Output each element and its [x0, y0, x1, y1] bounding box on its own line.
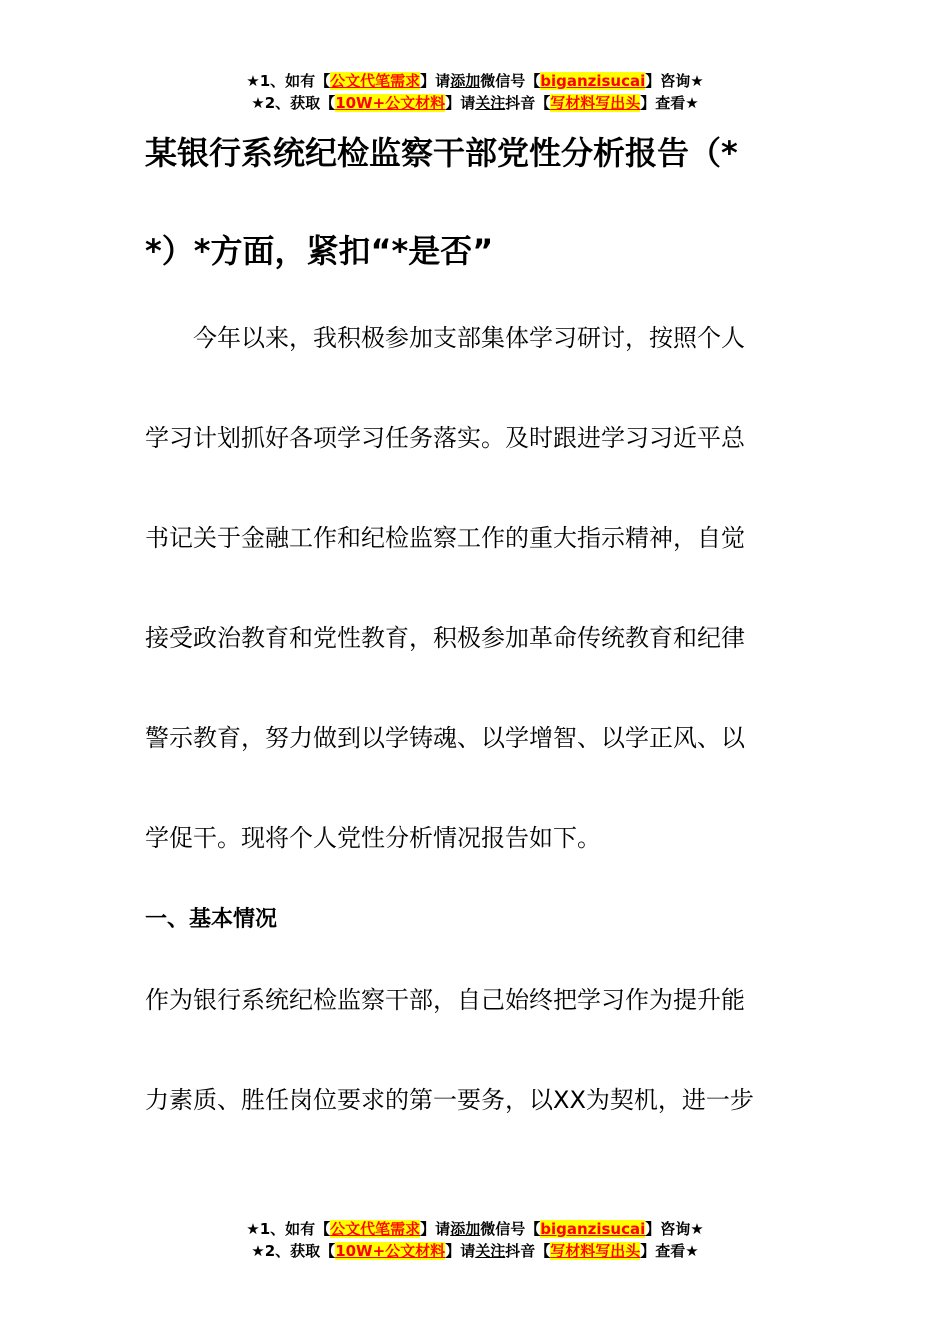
promo-text: 】请	[445, 94, 476, 112]
promo-text: ★1、如有【	[246, 72, 331, 90]
promo-underline: 添加	[450, 1220, 481, 1238]
promo-line-1	[0, 1218, 950, 1240]
promo-text: 抖音【	[505, 1242, 551, 1260]
promo-text: ★2、获取【	[251, 1242, 336, 1260]
promo-highlight: 公文代笔需求	[330, 72, 421, 90]
promo-highlight: 10W+公文材料	[335, 1242, 446, 1260]
promo-text: 】查看★	[640, 94, 699, 112]
promo-underline: 关注	[475, 94, 506, 112]
promo-underline: 添加	[450, 72, 481, 90]
promo-header-top	[0, 70, 950, 114]
promo-line-1	[0, 70, 950, 92]
section-heading-basic-info: 一、基本情况	[145, 907, 278, 932]
promo-text: ★2、获取【	[251, 94, 336, 112]
promo-highlight: 公文代笔需求	[330, 1220, 421, 1238]
document-title-line-1: 某银行系统纪检监察干部党性分析报告（*	[145, 134, 738, 172]
promo-text: 】咨询★	[645, 72, 704, 90]
promo-highlight: 写材料写出头	[550, 1242, 641, 1260]
promo-text: ★1、如有【	[246, 1220, 331, 1238]
promo-text: 】请	[420, 72, 451, 90]
promo-text: 微信号【	[480, 72, 541, 90]
promo-text: 】请	[420, 1220, 451, 1238]
promo-underline: 关注	[475, 1242, 506, 1260]
section1-line-1: 作为银行系统纪检监察干部，自己始终把学习作为提升能	[145, 986, 745, 1014]
intro-line-5: 警示教育，努力做到以学铸魂、以学增智、以学正风、以	[145, 724, 745, 752]
promo-text: 】咨询★	[645, 1220, 704, 1238]
promo-line-2	[0, 1240, 950, 1262]
promo-highlight: 10W+公文材料	[335, 94, 446, 112]
document-title-line-2: *）*方面，紧扣“*是否”	[145, 232, 494, 270]
promo-highlight: biganzisucai	[540, 72, 646, 90]
intro-line-1: 今年以来，我积极参加支部集体学习研讨，按照个人	[145, 324, 745, 352]
promo-highlight: biganzisucai	[540, 1220, 646, 1238]
promo-line-2	[0, 92, 950, 114]
intro-line-4: 接受政治教育和党性教育，积极参加革命传统教育和纪律	[145, 624, 745, 652]
promo-footer-bottom	[0, 1218, 950, 1262]
intro-line-3: 书记关于金融工作和纪检监察工作的重大指示精神，自觉	[145, 524, 745, 552]
intro-line-6: 学促干。现将个人党性分析情况报告如下。	[145, 824, 601, 852]
promo-text: 】请	[445, 1242, 476, 1260]
promo-text: 抖音【	[505, 94, 551, 112]
section1-line-2: 力素质、胜任岗位要求的第一要务，以XX为契机，进一步	[145, 1086, 754, 1114]
intro-line-2: 学习计划抓好各项学习任务落实。及时跟进学习习近平总	[145, 424, 745, 452]
promo-text: 】查看★	[640, 1242, 699, 1260]
promo-highlight: 写材料写出头	[550, 94, 641, 112]
promo-text: 微信号【	[480, 1220, 541, 1238]
